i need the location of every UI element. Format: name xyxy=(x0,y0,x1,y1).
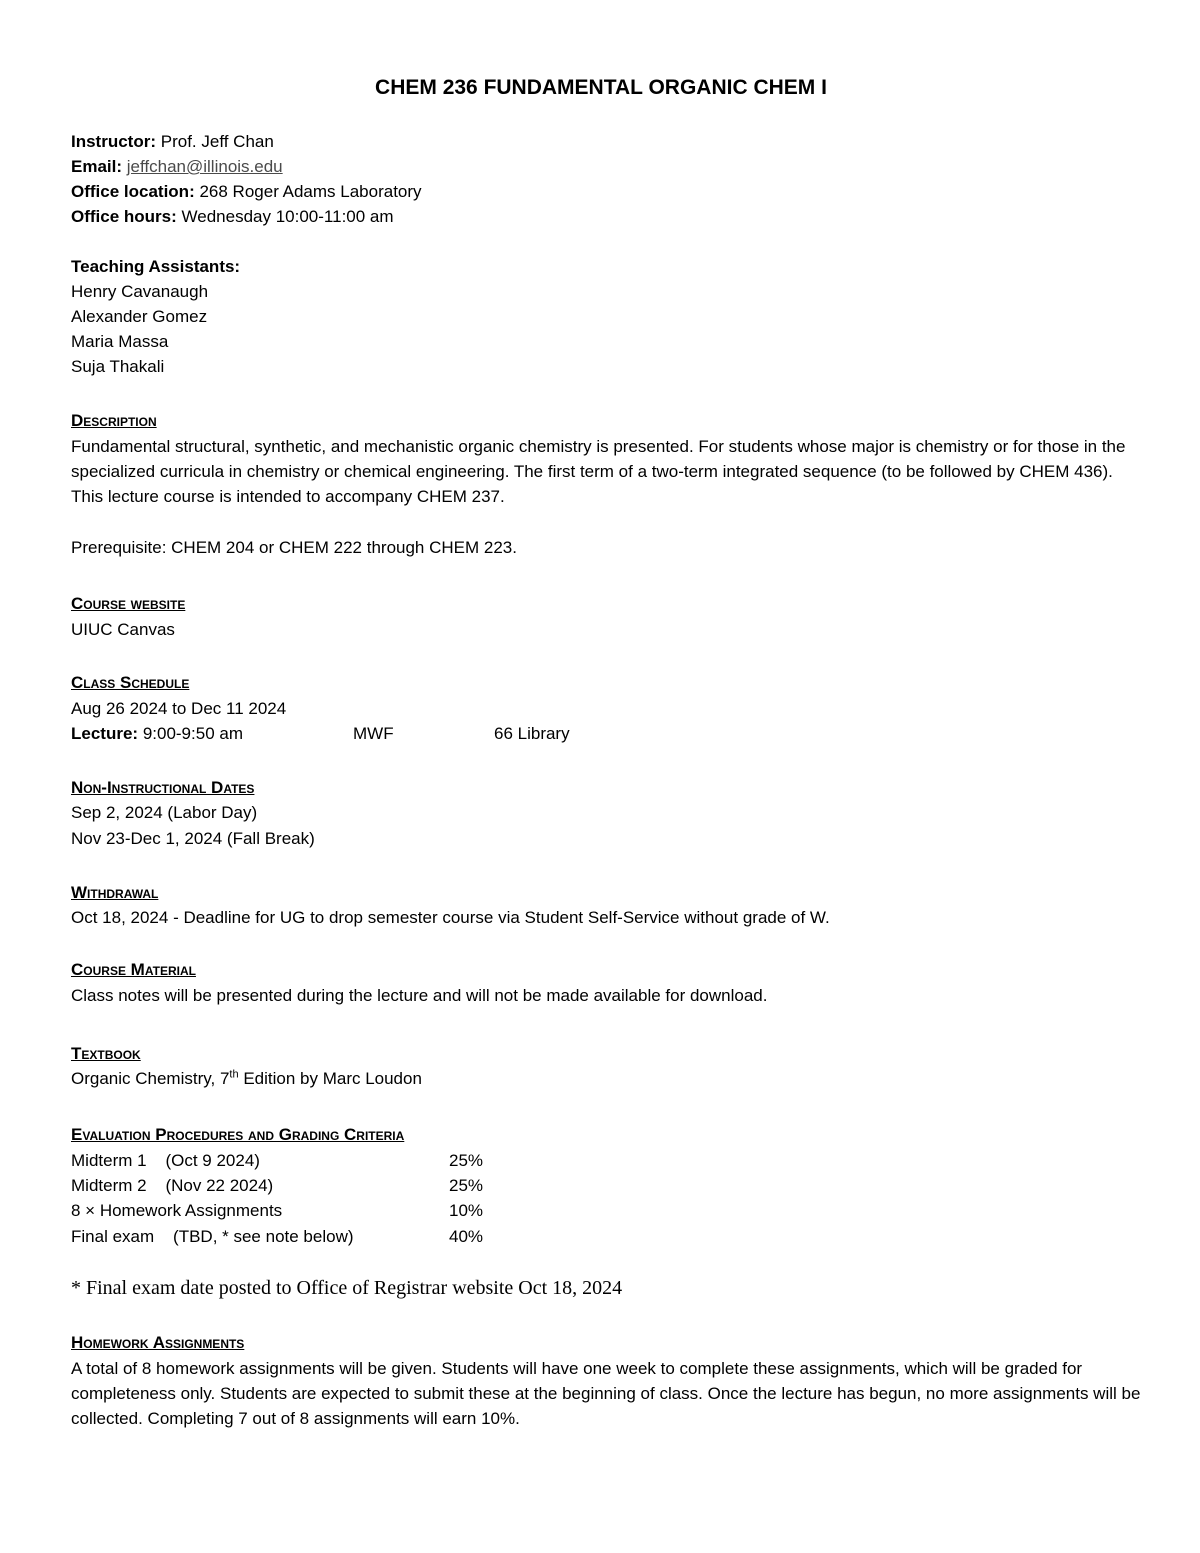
instructor-line xyxy=(71,130,274,154)
description-text: Fundamental structural, synthetic, and mechanistic organic chemistry is presented. For students whose major is chemistry or for those in the specialized curricula in chemistry or chemical engineering. The first term of a two-term integrated sequence (to be followed by CHEM 436). This lecture course is intended to accompany CHEM 237. xyxy=(71,437,1126,506)
instructor-label: Instructor: xyxy=(71,132,156,151)
office-hours: Wednesday 10:00-11:00 am xyxy=(181,207,394,226)
lecture-location: 66 Library xyxy=(494,724,570,743)
ta-name: Maria Massa xyxy=(71,332,169,351)
grading-item: Final exam (TBD, * see note below) xyxy=(71,1227,354,1246)
withdrawal-heading: Withdrawal xyxy=(71,883,159,902)
lecture-time: 9:00-9:50 am xyxy=(142,724,243,743)
homework-heading: Homework Assignments xyxy=(71,1333,245,1352)
lecture-line xyxy=(71,722,771,746)
textbook-heading: Textbook xyxy=(71,1044,141,1063)
grading-heading: Evaluation Procedures and Grading Criteria xyxy=(71,1125,405,1144)
grading-item: Midterm 2 (Nov 22 2024) xyxy=(71,1176,274,1195)
noninstructional-heading: Non-Instructional Dates xyxy=(71,778,255,797)
noninstructional-date: Nov 23-Dec 1, 2024 (Fall Break) xyxy=(71,829,315,848)
email-label: Email: xyxy=(71,157,123,176)
ta-name: Suja Thakali xyxy=(71,357,165,376)
email-line xyxy=(71,155,283,179)
material-heading: Course Material xyxy=(71,960,196,979)
instructor-name: Prof. Jeff Chan xyxy=(160,132,274,151)
final-exam-note: * Final exam date posted to Office of Registrar website Oct 18, 2024 xyxy=(71,1277,623,1299)
ta-label: Teaching Assistants: xyxy=(71,257,241,276)
material-text: Class notes will be presented during the lecture and will not be made available for download. xyxy=(71,986,768,1005)
homework-text: A total of 8 homework assignments will be given. Students will have one week to complete these assignments, which will be graded for completeness only. Students are expected to submit these at the beginning of class. Once the lecture has begun, no more assignments will be collected. Completing 7 out of 8 assignments will earn 10%. xyxy=(71,1359,1141,1428)
prerequisite-text: Prerequisite: CHEM 204 or CHEM 222 through CHEM 223. xyxy=(71,538,517,557)
office-hours-line xyxy=(71,205,394,229)
schedule-dates: Aug 26 2024 to Dec 11 2024 xyxy=(71,699,287,718)
office-line xyxy=(71,180,422,204)
grading-percent: 40% xyxy=(449,1227,484,1246)
textbook-title: Organic Chemistry, 7 xyxy=(71,1069,230,1088)
textbook-author: Edition by Marc Loudon xyxy=(238,1069,422,1088)
description-heading: Description xyxy=(71,411,157,430)
withdrawal-text: Oct 18, 2024 - Deadline for UG to drop semester course via Student Self-Service without grade of W. xyxy=(71,908,830,927)
ta-name: Henry Cavanaugh xyxy=(71,282,209,301)
office-hours-label: Office hours: xyxy=(71,207,177,226)
lecture-days: MWF xyxy=(353,724,394,743)
noninstructional-date: Sep 2, 2024 (Labor Day) xyxy=(71,803,258,822)
grading-percent: 10% xyxy=(449,1201,484,1220)
grading-percent: 25% xyxy=(449,1176,484,1195)
office-label: Office location: xyxy=(71,182,195,201)
grading-item: Midterm 1 (Oct 9 2024) xyxy=(71,1151,260,1170)
textbook-edition-sup: th xyxy=(229,1068,239,1081)
grading-percent: 25% xyxy=(449,1151,484,1170)
office-location: 268 Roger Adams Laboratory xyxy=(199,182,422,201)
website-text: UIUC Canvas xyxy=(71,620,175,639)
ta-name: Alexander Gomez xyxy=(71,307,208,326)
page-title: CHEM 236 FUNDAMENTAL ORGANIC CHEM I xyxy=(375,76,827,99)
textbook-text xyxy=(71,1067,422,1091)
lecture-label: Lecture: xyxy=(71,724,139,743)
email-link[interactable]: jeffchan@illinois.edu xyxy=(126,157,283,176)
grading-item: 8 × Homework Assignments xyxy=(71,1201,283,1220)
website-heading: Course website xyxy=(71,594,186,613)
schedule-heading: Class Schedule xyxy=(71,673,190,692)
